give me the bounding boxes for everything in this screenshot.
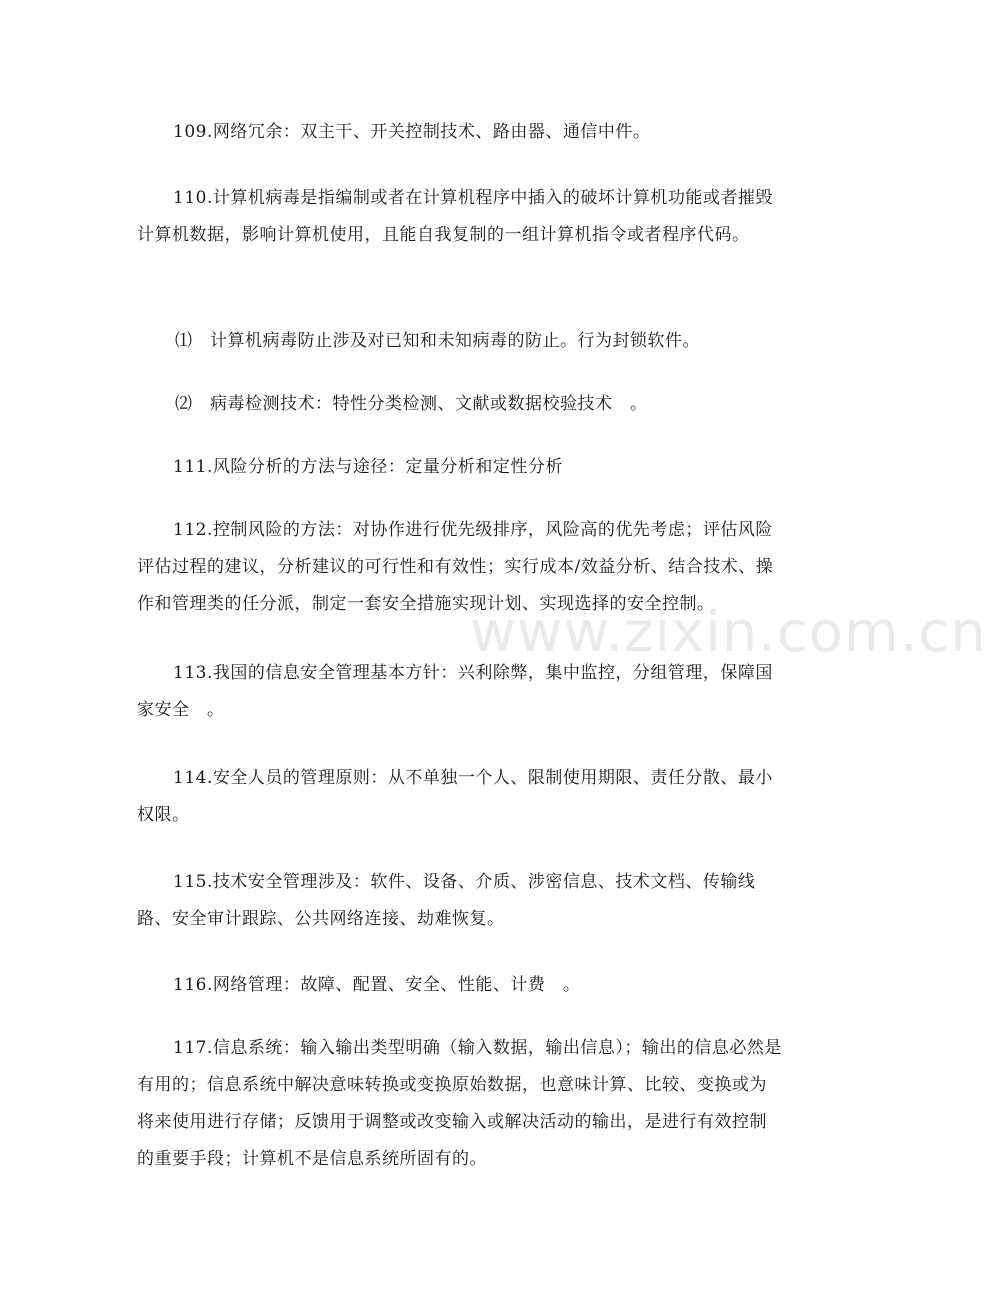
paragraph-117: 117.信息系统：输入输出类型明确（输入数据，输出信息）；输出的信息必然是有用的；信息系统中解决意味转换或变换原始数据，也意味计算、比较、变换或为将来使用进行存储；反馈用于调整或改变输入或解决活动的输出，是进行有效控制的重要手段；计算机不是信息系统所固有的。 [137,1038,782,1169]
paragraph-115: 115.技术安全管理涉及：软件、设备、介质、涉密信息、技术文档、传输线路、安全审计跟踪、公共网络连接、劫难恢复。 [137,872,756,929]
paragraph-116: 116.网络管理：故障、配置、安全、性能、计费 。 [173,975,581,995]
paragraph-114: 114.安全人员的管理原则：从不单独一个人、限制使用期限、责任分散、最小权限。 [137,768,773,825]
paragraph-109: 109.网络冗余：双主干、开关控制技术、路由器、通信中件。 [173,122,651,142]
paragraph-item-1: ⑴ 计算机病毒防止涉及对已知和未知病毒的防止。行为封锁软件。 [175,331,700,351]
paragraph-113: 113.我国的信息安全管理基本方针：兴利除弊，集中监控，分组管理，保障国家安全 。 [137,663,773,720]
paragraph-110: 110.计算机病毒是指编制或者在计算机程序中插入的破坏计算机功能或者摧毁计算机数据，影响计算机使用，且能自我复制的一组计算机指令或者程序代码。 [137,188,773,245]
paragraph-112: 112.控制风险的方法：对协作进行优先级排序，风险高的优先考虑；评估风险评估过程的建议，分析建议的可行性和有效性；实行成本/效益分析、结合技术、操作和管理类的任分派，制定一套安全措施实现计划、实现选择的安全控制。 [137,520,774,614]
paragraph-item-2: ⑵ 病毒检测技术：特性分类检测、文献或数据校验技术 。 [175,394,648,414]
watermark: www.zixin.com.cn [470,600,987,665]
paragraph-111: 111.风险分析的方法与途径：定量分析和定性分析 [173,457,563,477]
